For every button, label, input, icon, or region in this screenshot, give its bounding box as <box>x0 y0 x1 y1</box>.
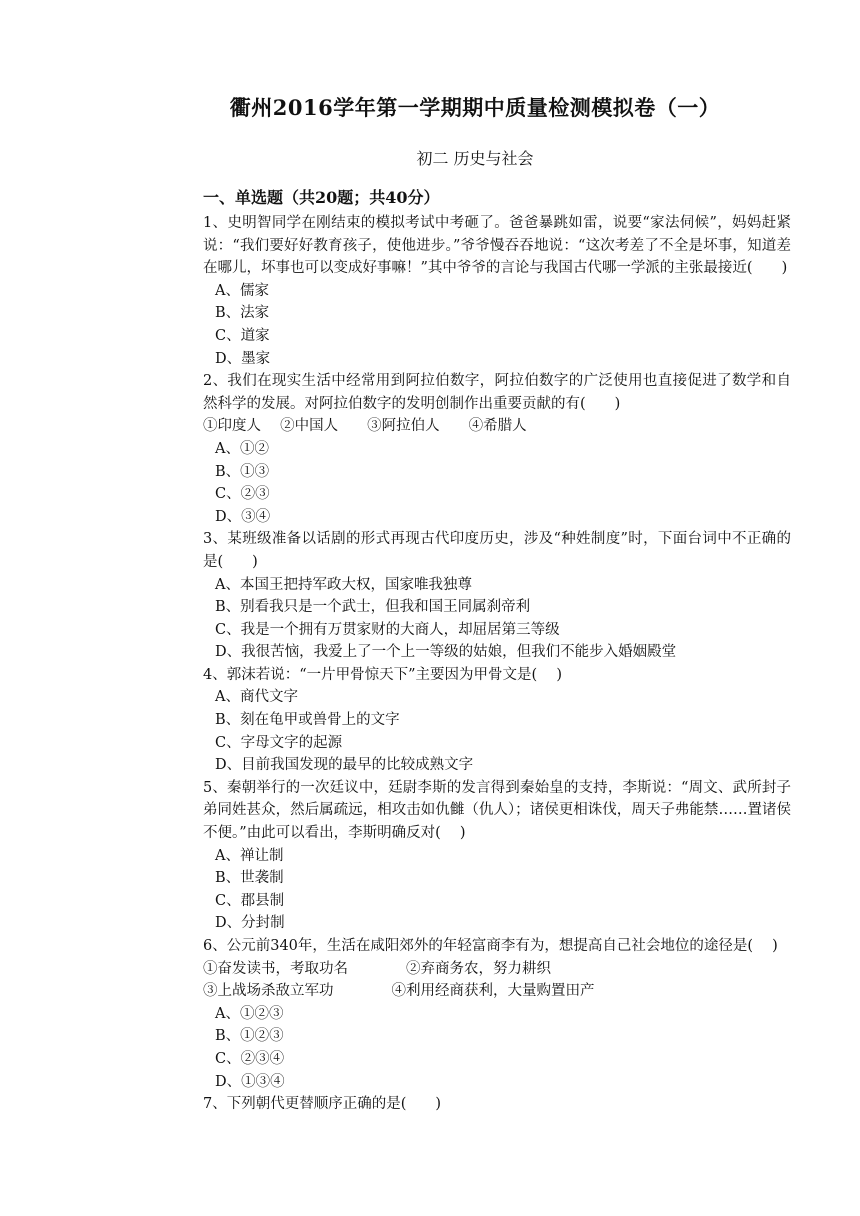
question-stem: 6、公元前340年，生活在咸阳郊外的年轻富商李有为，想提高自己社会地位的途径是( ) <box>203 938 778 954</box>
question-1 <box>203 212 791 370</box>
option-c: C、郡县制 <box>215 892 285 909</box>
option-c: C、道家 <box>215 327 270 344</box>
option-c: C、②③④ <box>215 1050 285 1067</box>
section-heading: 一、单选题（共20题；共40分） <box>203 188 440 207</box>
option-a: A、①②③ <box>215 1005 284 1022</box>
option-b: B、别看我只是一个武士，但我和国王同属刹帝利 <box>215 599 531 616</box>
option-b: B、刻在龟甲或兽骨上的文字 <box>215 712 400 729</box>
option-b: B、①②③ <box>215 1028 284 1045</box>
question-stem: 2、我们在现实生活中经常用到阿拉伯数字，阿拉伯数字的广泛使用也直接促进了数学和自然科学的发展。对阿拉伯数字的发明创制作出重要贡献的有( ) <box>203 373 791 412</box>
option-c: C、②③ <box>215 486 270 503</box>
option-a: A、本国王把持军政大权，国家唯我独尊 <box>215 576 472 593</box>
option-b: B、①③ <box>215 463 270 480</box>
option-c: C、字母文字的起源 <box>215 734 343 751</box>
option-d: D、分封制 <box>215 915 285 932</box>
question-2 <box>203 370 791 528</box>
question-5 <box>203 777 791 935</box>
option-d: D、墨家 <box>215 350 271 367</box>
page-subtitle: 初二 历史与社会 <box>416 149 534 168</box>
option-d: D、我很苦恼，我爱上了一个上一等级的姑娘，但我们不能步入婚姻殿堂 <box>215 644 677 661</box>
question-7 <box>203 1093 791 1116</box>
question-4 <box>203 664 791 777</box>
question-stem: 3、某班级准备以话剧的形式再现古代印度历史，涉及“种姓制度”时，下面台词中不正确的是( ) <box>203 531 791 570</box>
question-stem: 1、史明智同学在刚结束的模拟考试中考砸了。爸爸暴跳如雷，说要“家法伺候”，妈妈赶紧说：“我们要好好教育孩子，使他进步。”爷爷慢吞吞地说：“这次考差了不全是坏事，知道差在哪儿，坏事也可以变成好事嘛！”其中爷爷的言论与我国古代哪一学派的主张最接近( ) <box>203 215 791 277</box>
option-d: D、①③④ <box>215 1073 285 1090</box>
option-a: A、儒家 <box>215 282 269 299</box>
question-stem: 5、秦朝举行的一次廷议中，廷尉李斯的发言得到秦始皇的支持，李斯说：“周文、武所封子弟同姓甚众，然后属疏远，相攻击如仇雠（仇人）；诸侯更相诛伐，周天子弗能禁……置诸侯不便。”由此可以看出，李斯明确反对( ) <box>203 779 791 842</box>
choice-items: ①印度人 ②中国人 ③阿拉伯人 ④希腊人 <box>203 418 527 435</box>
option-c: C、我是一个拥有万贯家财的大商人，却屈居第三等级 <box>215 621 560 638</box>
exam-content <box>203 186 791 1116</box>
option-d: D、目前我国发现的最早的比较成熟文字 <box>215 757 474 774</box>
question-3 <box>203 528 791 664</box>
page-title: 衢州2016学年第一学期期中质量检测模拟卷（一） <box>229 95 721 120</box>
question-stem: 4、郭沫若说：“一片甲骨惊天下”主要因为甲骨文是( ) <box>203 666 562 683</box>
option-a: A、①② <box>215 440 269 457</box>
option-b: B、法家 <box>215 305 270 322</box>
choice-items: ③上战场杀敌立军功 ④利用经商获利，大量购置田产 <box>203 983 595 1000</box>
option-a: A、禅让制 <box>215 847 284 864</box>
option-b: B、世袭制 <box>215 870 284 887</box>
question-6 <box>203 935 791 1093</box>
question-stem: 7、下列朝代更替顺序正确的是( ) <box>203 1096 442 1113</box>
option-a: A、商代文字 <box>215 689 298 706</box>
option-d: D、③④ <box>215 508 271 525</box>
choice-items: ①奋发读书，考取功名 ②弃商务农，努力耕织 <box>203 960 551 977</box>
